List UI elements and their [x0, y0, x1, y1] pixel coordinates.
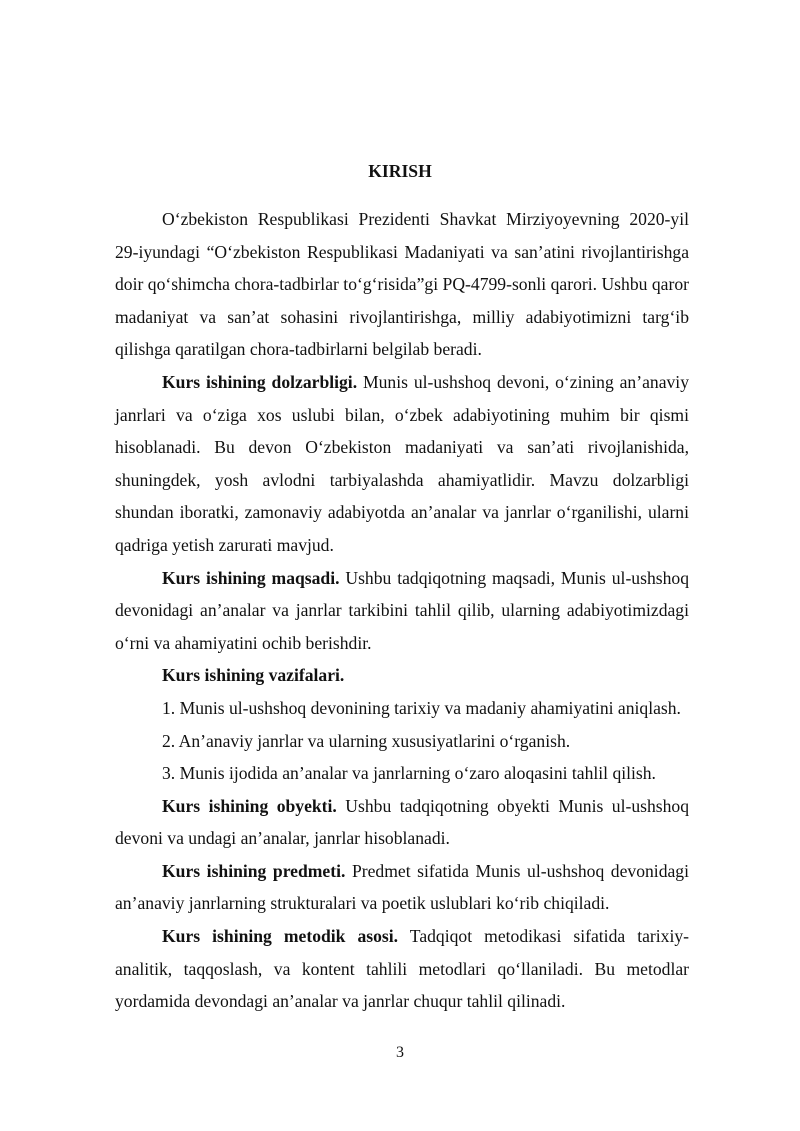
- page-number: 3: [396, 1044, 404, 1061]
- tasks-heading-paragraph: [115, 659, 689, 692]
- paragraph-text: O‘zbekiston Respublikasi Prezidenti Shavkat Mirziyoyevning 2020-yil 29-iyundagi “O‘zbekiston Respublikasi Madaniyati va san’atini rivojlantirishga doir qo‘shimcha chora-tadbirlar to‘g‘risida”gi PQ-4799-sonli qarori. Ushbu qaror madaniyat va san’at sohasini rivojlantirishga, milliy adabiyotimizni targ‘ib qilishga qaratilgan chora-tadbirlarni belgilab beradi.: [115, 209, 689, 360]
- task-item-2: [115, 725, 689, 758]
- page-heading: KIRISH: [368, 161, 432, 181]
- paragraph-label: Kurs ishining vazifalari.: [162, 665, 345, 686]
- paragraph-text: Ushbu tadqiqotning maqsadi, Munis ul-ushshoq devonidagi an’analar va janrlar tarkibini tahlil qilib, ularning adabiyotimizdagi o‘rni va ahamiyatini ochib berishdir.: [115, 567, 689, 653]
- paragraph-label: Kurs ishining dolzarbligi.: [162, 371, 358, 392]
- paragraph-text: Ushbu tadqiqotning obyekti Munis ul-ushshoq devoni va undagi an’analar, janrlar hisoblanadi.: [115, 795, 690, 849]
- task-item-1: [115, 692, 689, 725]
- paragraph-text: Predmet sifatida Munis ul-ushshoq devonidagi an’anaviy janrlarning strukturalari va poetik uslublari ko‘rib chiqiladi.: [115, 860, 689, 914]
- paragraph-text: 1. Munis ul-ushshoq devonining tarixiy va madaniy ahamiyatini aniqlash.: [162, 697, 681, 718]
- paragraph-text: 2. An’anaviy janrlar va ularning xususiyatlarini o‘rganish.: [162, 730, 571, 751]
- intro-paragraph: [115, 203, 689, 366]
- document-body: [115, 203, 689, 1018]
- paragraph-text: Munis ul-ushshoq devoni, o‘zining an’anaviy janrlari va o‘ziga xos uslubi bilan, o‘zbek adabiyotining muhim bir qismi hisoblanadi. Bu devon O‘zbekiston madaniyati va san’ati rivojlanishida, shuningdek, yosh avlodni tarbiyalashda ahamiyatlidir. Mavzu dolzarbligi shundan iboratki, zamonaviy adabiyotda an’analar va janrlar o‘rganilishi, ularni qadriga yetish zarurati mavjud.: [115, 371, 689, 555]
- method-paragraph: [115, 920, 689, 1018]
- task-item-3: [115, 757, 689, 790]
- paragraph-label: Kurs ishining predmeti.: [162, 860, 346, 881]
- paragraph-text: Tadqiqot metodikasi sifatida tarixiy-analitik, taqqoslash, va kontent tahlili metodlari qo‘llaniladi. Bu metodlar yordamida devondagi an’analar va janrlar chuqur tahlil qilinadi.: [115, 926, 689, 1012]
- paragraph-text: 3. Munis ijodida an’analar va janrlarning o‘zaro aloqasini tahlil qilish.: [162, 763, 656, 784]
- paragraph-label: Kurs ishining metodik asosi.: [162, 926, 399, 947]
- relevance-paragraph: [115, 366, 689, 562]
- object-paragraph: [115, 790, 689, 855]
- paragraph-label: Kurs ishining obyekti.: [162, 795, 337, 816]
- goal-paragraph: [115, 562, 689, 660]
- paragraph-label: Kurs ishining maqsadi.: [162, 567, 340, 588]
- subject-paragraph: [115, 855, 689, 920]
